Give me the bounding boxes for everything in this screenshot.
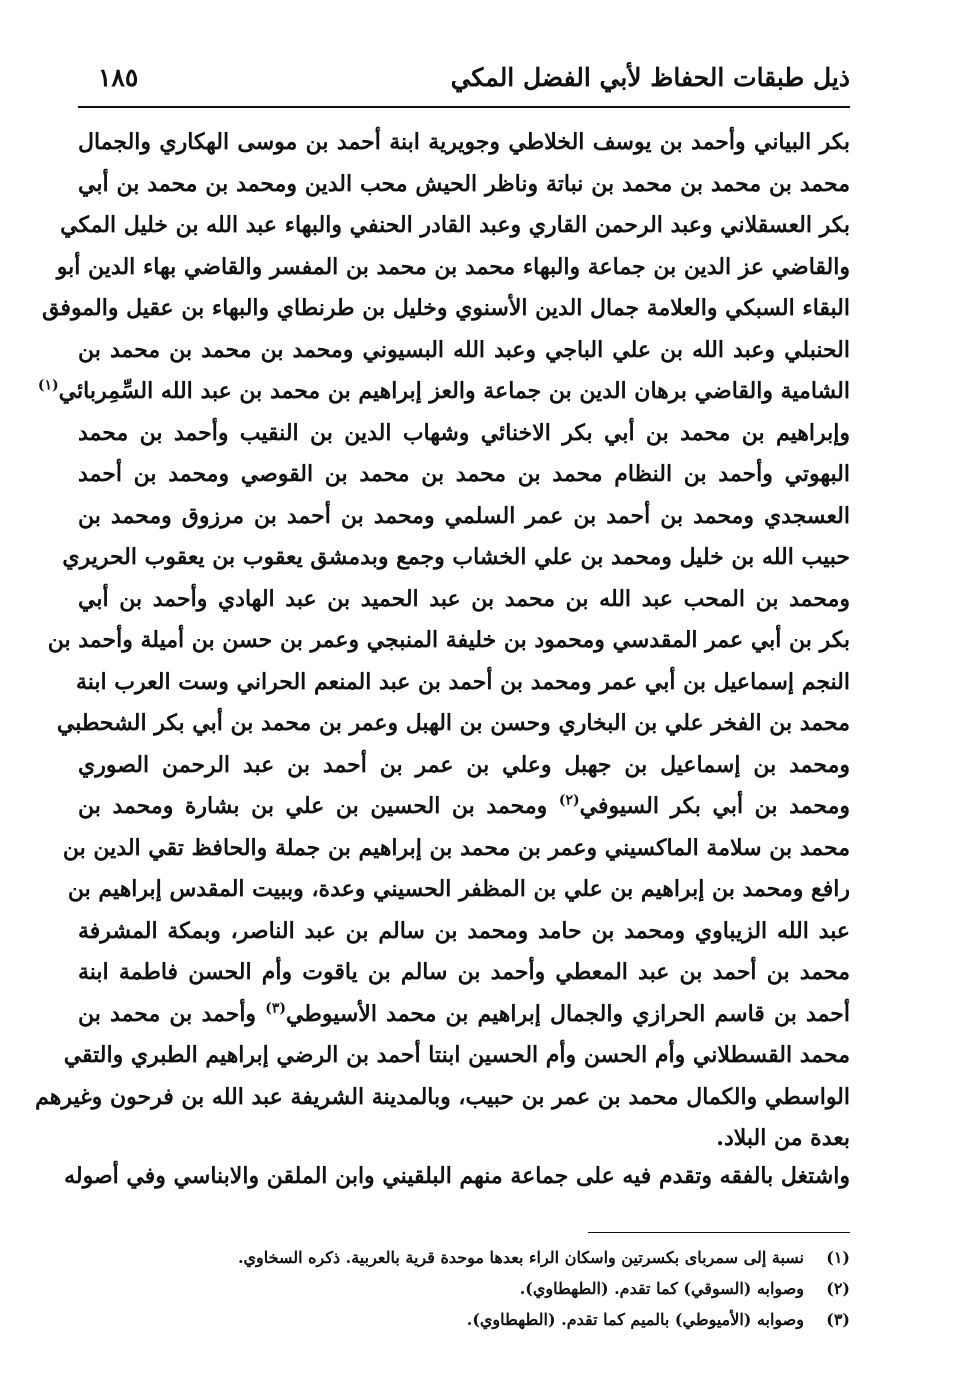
text-line-9: البهوتي وأحمد بن النظام محمد بن محمد بن محمد بن القوصي ومحمد بن أحمد — [78, 461, 850, 487]
footnote-number: (٢) — [826, 1279, 850, 1298]
footnote-text: نسبة إلى سمربای بکسرتين واسکان الراء بعدها موحدة قرية بالعربية. ذكره السخاوي. — [237, 1248, 804, 1267]
text-line-14: النجم إسماعيل بن أبي عمر ومحمد بن أحمد بن عبد المنعم الحراني وست العرب ابنة — [75, 668, 850, 695]
text-line-24: الواسطي والكمال محمد بن عمر بن حبيب، وبالمدينة الشريفة عبد الله بن فرحون وغيرهم — [35, 1083, 850, 1110]
header-rule — [78, 106, 850, 108]
text-line-23: محمد القسطلاني وأم الحسن وأم الحسين ابنتا أحمد بن الرضي إبراهيم الطبري والتقي — [63, 1042, 850, 1068]
footnote-number: (٣) — [826, 1310, 850, 1329]
text-line-5: البقاء السبكي والعلامة جمال الدين الأسنوي وخليل بن طرنطاي والبهاء بن عقيل والموفق — [42, 295, 850, 321]
text-line-25: بعدة من البلاد. — [716, 1125, 850, 1151]
text-line-8: وإبراهيم بن محمد بن أبي بكر الاخنائي وشهاب الدين بن النقيب وأحمد بن محمد — [78, 419, 850, 446]
footnote-text: وصوابه (الأميوطي) بالميم كما تقدم. (الطهطاوي). — [466, 1310, 804, 1329]
text-line-7 — [37, 371, 850, 413]
footnote-2 — [78, 1273, 850, 1304]
text-line-19: رافع ومحمد بن إبراهيم بن علي بن المظفر الحسيني وعدة، وببيت المقدس إبراهيم بن — [67, 876, 850, 902]
main-paragraph — [35, 122, 851, 1160]
footnote-ref-3[interactable]: (٣) — [265, 1000, 286, 1017]
running-head — [78, 50, 850, 102]
paragraph-2-line-1: واشتغل بالفقه وتقدم فيه على جماعة منهم البلقيني وابن الملقن والابناسي وفي أصوله — [64, 1163, 850, 1189]
second-paragraph — [64, 1156, 850, 1198]
text-line-12: ومحمد بن المحب عبد الله بن محمد بن عبد الحميد بن عبد الهادي وأحمد بن أبي — [78, 585, 850, 612]
text-line-3: بكر العسقلاني وعبد الرحمن القاري وعبد القادر الحنفي والبهاء عبد الله بن خليل المكي — [60, 212, 850, 238]
text-line-6: الحنبلي وعبد الله بن علي الباجي وعبد الله البسيوني ومحمد بن محمد بن محمد بن — [78, 336, 850, 363]
text-line-22-part-a: أحمد بن قاسم الحرازي والجمال إبراهيم بن محمد الأسيوطي — [286, 1000, 850, 1027]
text-line-13: بكر بن أبي عمر المقدسي ومحمود بن خليفة المنبجي وعمر بن حسن بن أميلة وأحمد بن — [47, 627, 850, 653]
footnote-1 — [78, 1242, 850, 1273]
footnote-3 — [78, 1304, 850, 1335]
text-line-21: محمد بن أحمد بن عبد المعطي وأحمد بن سالم بن ياقوت وأم الحسن فاطمة ابنة — [78, 959, 850, 985]
footnote-ref-2[interactable]: (٢) — [558, 792, 580, 809]
book-title: ذيل طبقات الحفاظ لأبي الفضل المكي — [450, 63, 850, 92]
text-line-20: عبد الله الزيباوي ومحمد بن حامد ومحمد بن سالم بن عبد الناصر، وبمكة المشرفة — [78, 917, 850, 944]
text-line-4: والقاضي عز الدين بن جماعة والبهاء محمد بن محمد بن المفسر والقاضي بهاء الدين أبو — [56, 253, 850, 280]
footnote-number: (١) — [826, 1248, 850, 1267]
text-line-22 — [78, 994, 850, 1036]
text-line-16: ومحمد بن إسماعيل بن جهبل وعلي بن عمر بن أحمد بن عبد الرحمن الصوري — [78, 751, 851, 778]
text-line-22-part-b: وأحمد بن محمد بن — [78, 1000, 257, 1027]
text-line-10: العسجدي ومحمد بن أحمد بن عمر السلمي ومحمد بن أحمد بن مرزوق ومحمد بن — [78, 502, 850, 529]
page-number: ١٨٥ — [98, 63, 139, 92]
text-line-17 — [78, 786, 850, 828]
footnote-text: وصوابه (السوقي) كما تقدم. (الطهطاوي). — [519, 1279, 804, 1298]
footnote-ref-1[interactable]: (١) — [37, 377, 59, 394]
text-line-17-part-b: ومحمد بن الحسين بن علي بن بشارة ومحمد بن — [78, 793, 548, 819]
text-line-15: محمد بن الفخر علي بن البخاري وحسن بن الهبل وعمر بن محمد بن أبي بكر الشحطبي — [56, 710, 850, 736]
footnote-rule — [588, 1232, 850, 1233]
text-line-11: حبيب الله بن خليل ومحمد بن علي الخشاب وجمع وبدمشق يعقوب بن يعقوب الحريري — [62, 544, 850, 570]
footnotes — [78, 1242, 850, 1335]
text-line-17-part-a: ومحمد بن أبي بكر السيوفي — [579, 793, 850, 819]
text-line-18: محمد بن سلامة الماكسيني وعمر بن محمد بن إبراهيم بن جملة والحافظ تقي الدين بن — [62, 834, 850, 861]
text-line-1: بكر البياني وأحمد بن يوسف الخلاطي وجويرية ابنة أحمد بن موسى الهكاري والجمال — [78, 129, 850, 155]
text-line-7-content: الشامية والقاضي برهان الدين بن جماعة والعز إبراهيم بن محمد بن عبد الله السِّمِربائي — [58, 378, 850, 404]
text-line-2: محمد بن محمد بن محمد بن نباتة وناظر الحيش محب الدين ومحمد بن محمد بن أبي — [78, 170, 850, 197]
